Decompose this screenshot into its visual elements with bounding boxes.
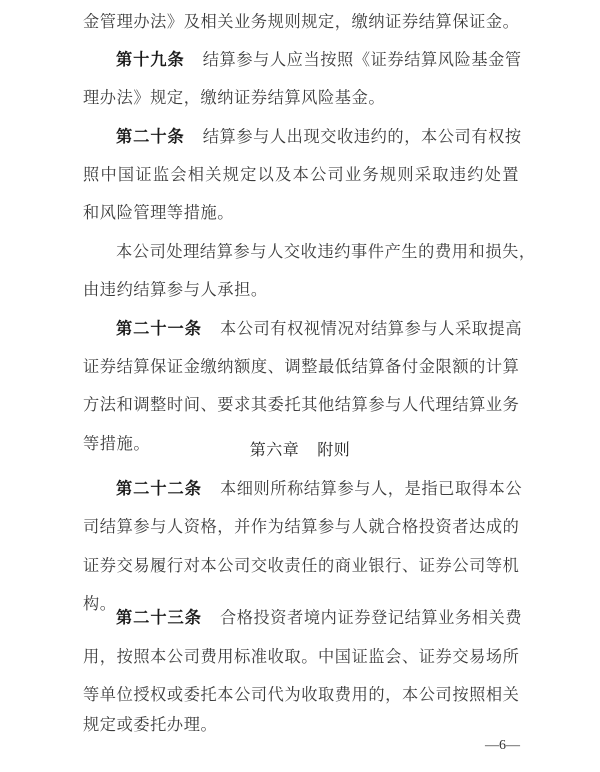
article-22-line — [116, 476, 523, 502]
text-line: 构。 — [83, 594, 117, 613]
text-line: 用，按照本公司费用标准收取。中国证监会、证券交易场所 — [83, 647, 520, 666]
text-line: 本公司处理结算参与人交收违约事件产生的费用和损失， — [116, 242, 536, 261]
text: 本公司有权视情况对结算参与人采取提高 — [219, 319, 523, 338]
article-heading: 第十九条 — [116, 50, 185, 69]
article-21-line — [116, 316, 523, 342]
article-19-line — [116, 47, 522, 73]
article-20-line — [116, 124, 522, 150]
text: 结算参与人出现交收违约的，本公司有权按 — [202, 127, 522, 146]
text-line: 证券交易履行对本公司交收责任的商业银行、证券公司等机 — [83, 556, 520, 575]
article-23-line — [116, 605, 523, 631]
text-line: 司结算参与人资格，并作为结算参与人就合格投资者达成的 — [83, 517, 520, 536]
page-number: —6— — [485, 738, 520, 753]
text-line: 等措施。 — [83, 434, 151, 453]
article-heading: 第二十二条 — [116, 479, 202, 498]
text-line: 方法和调整时间、要求其委托其他结算参与人代理结算业务 — [83, 395, 520, 414]
article-heading: 第二十一条 — [116, 319, 202, 338]
text-line: 等单位授权或委托本公司代为收取费用的，本公司按照相关 — [83, 685, 520, 704]
text: 结算参与人应当按照《证券结算风险基金管 — [202, 50, 522, 69]
text-line: 照中国证监会相关规定以及本公司业务规则采取违约处置 — [83, 165, 519, 184]
text-line: 由违约结算参与人承担。 — [83, 280, 268, 299]
text: 合格投资者境内证券登记结算业务相关费 — [219, 608, 523, 627]
text-line: 证券结算保证金缴纳额度、调整最低结算备付金限额的计算 — [83, 357, 520, 376]
chapter-number: 第六章 — [249, 440, 300, 459]
article-heading: 第二十条 — [116, 127, 185, 146]
chapter-name: 附则 — [317, 440, 351, 459]
text-line: 金管理办法》及相关业务规则规定，缴纳证券结算保证金。 — [83, 12, 520, 31]
chapter-title — [0, 437, 600, 463]
text-line: 理办法》规定，缴纳证券结算风险基金。 — [83, 88, 386, 107]
text: 本细则所称结算参与人，是指已取得本公 — [219, 479, 523, 498]
text-line: 规定或委托办理。 — [83, 715, 218, 734]
text-line: 和风险管理等措施。 — [83, 203, 235, 222]
article-heading: 第二十三条 — [116, 608, 202, 627]
